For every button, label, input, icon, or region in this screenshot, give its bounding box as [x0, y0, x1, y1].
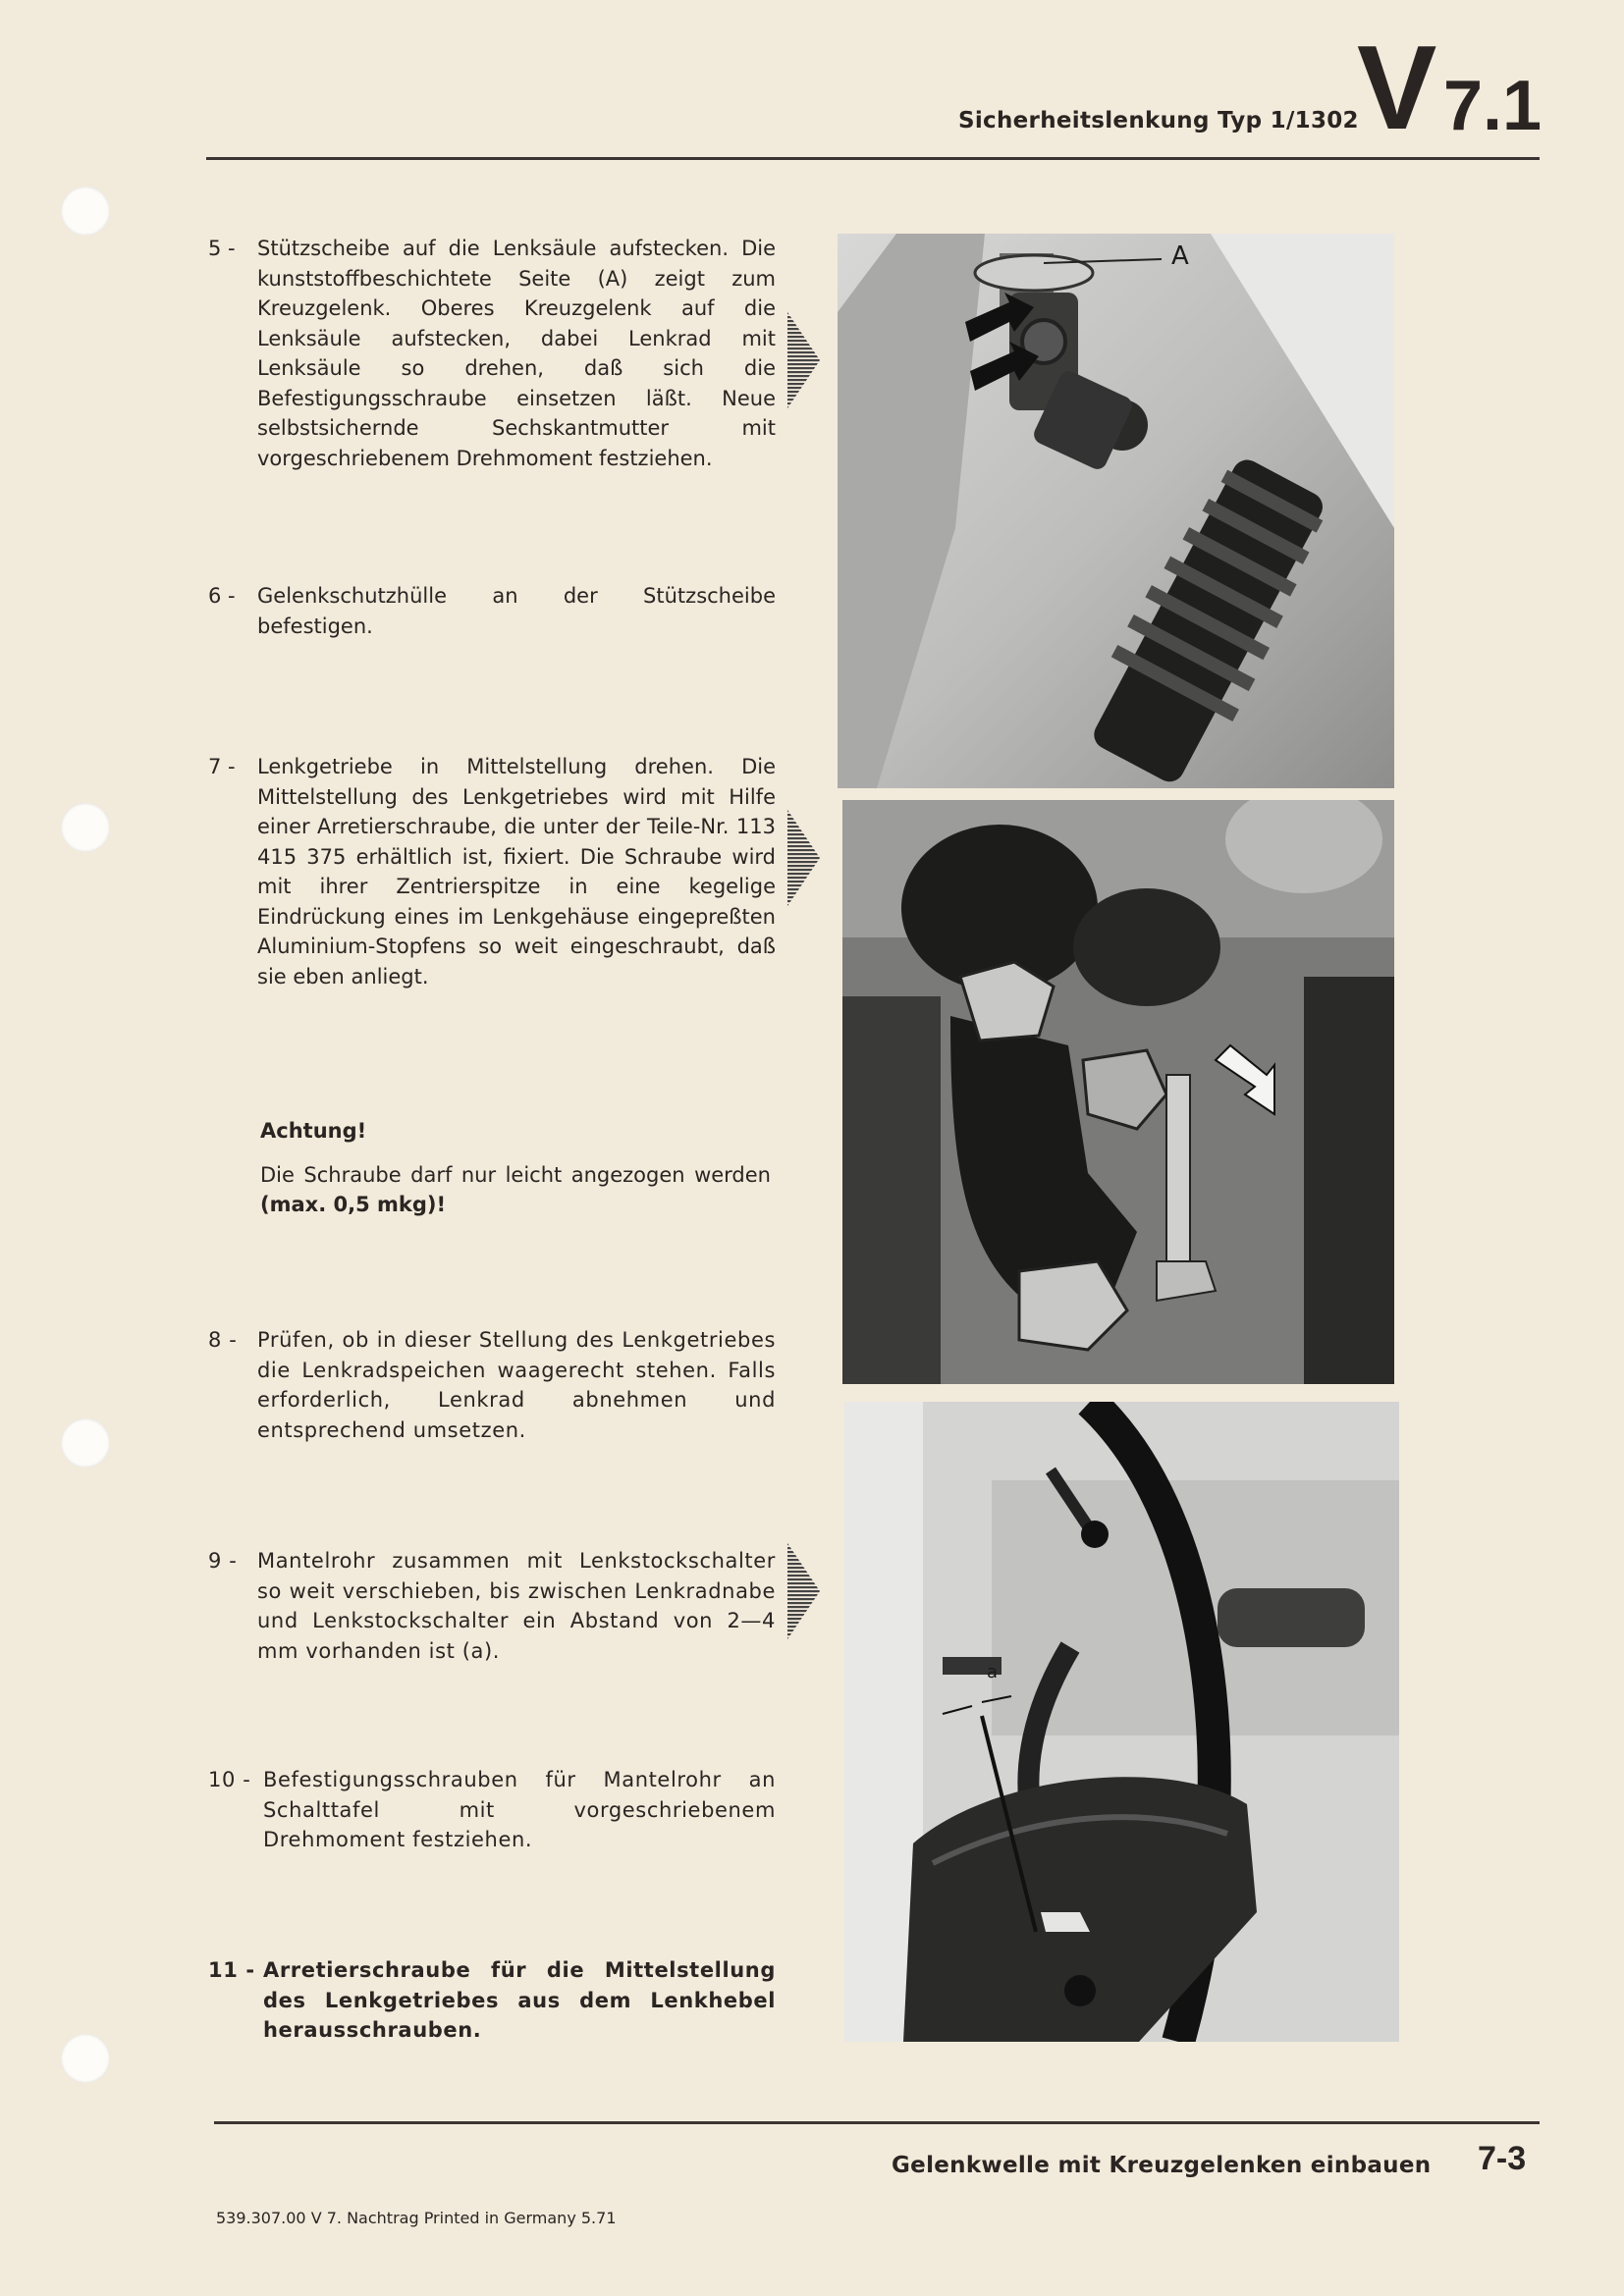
step-text: Gelenkschutzhülle an der Stützscheibe befestigen. [257, 584, 776, 638]
step-number: 9 - [208, 1549, 238, 1573]
step-6 [208, 581, 776, 641]
page-header-title: Sicherheitslenkung Typ 1/1302 [958, 108, 1359, 133]
step-text: Mantelrohr zusammen mit Lenkstockschalter so weit verschieben, bis zwischen Lenkradnabe und Lenkstockschalter ein Abstand von 2—4 mm vorhanden ist (a). [257, 1549, 776, 1663]
page-number: 7-3 [1478, 2140, 1527, 2177]
pointer-arrow-icon [785, 312, 821, 408]
section-letter: V [1357, 21, 1437, 154]
step-10 [208, 1765, 776, 1855]
step-number: 10 - [208, 1768, 251, 1791]
step-text: Arretierschraube für die Mittelstellung des Lenkgetriebes aus dem Lenkhebel herausschrauben. [263, 1958, 776, 2042]
step-text: Stützscheibe auf die Lenksäule aufstecken. Die kunststoffbeschichtete Seite (A) zeigt zum Kreuzgelenk. Oberes Kreuzgelenk auf die Lenksäule aufstecken, dabei Lenkrad mit Lenksäule so drehen, daß sich die Befestigungsschraube einsetzen läßt. Neue selbstsichernde Sechskantmutter mit vorgeschriebenem Drehmoment festziehen. [257, 237, 776, 470]
step-7 [208, 752, 776, 991]
photo-steering-column-joint [838, 234, 1394, 788]
step-text: Befestigungsschrauben für Mantelrohr an Schalttafel mit vorgeschriebenem Drehmoment festziehen. [263, 1768, 776, 1851]
pointer-arrow-icon [785, 1543, 821, 1639]
step-number: 8 - [208, 1328, 238, 1352]
punch-hole [61, 187, 110, 236]
punch-hole [61, 2034, 110, 2083]
step-5 [208, 234, 776, 473]
header-rule [206, 157, 1540, 160]
punch-hole [61, 803, 110, 852]
step-number: 6 - [208, 584, 236, 608]
warning-text: Die Schraube darf nur leicht angezogen werden [260, 1162, 771, 1187]
photo-steering-wheel-gap [844, 1402, 1399, 2042]
photo-callout-label: A [1171, 241, 1189, 271]
punch-hole [61, 1418, 110, 1468]
step-number: 5 - [208, 237, 236, 260]
warning-torque: (max. 0,5 mkg)! [260, 1193, 447, 1216]
step-number: 11 - [208, 1958, 255, 1982]
imprint: 539.307.00 V 7. Nachtrag Printed in Germany 5.71 [216, 2209, 617, 2227]
pointer-arrow-icon [785, 810, 821, 906]
step-8 [208, 1325, 776, 1445]
photo-steering-gear-locking-screw [842, 800, 1394, 1384]
photo-callout-label: a [987, 1662, 999, 1682]
step-number: 7 - [208, 755, 236, 778]
footer-rule [214, 2121, 1540, 2124]
footer-title: Gelenkwelle mit Kreuzgelenken einbauen [892, 2153, 1432, 2178]
step-11 [208, 1955, 776, 2046]
step-text: Prüfen, ob in dieser Stellung des Lenkgetriebes die Lenkradspeichen waagerecht stehen. Falls erforderlich, Lenkrad abnehmen und entsprechend umsetzen. [257, 1328, 776, 1442]
section-number: 7.1 [1443, 67, 1543, 145]
step-9 [208, 1546, 776, 1666]
warning-note [260, 1116, 771, 1220]
warning-heading: Achtung! [260, 1119, 367, 1143]
step-text: Lenkgetriebe in Mittelstellung drehen. Die Mittelstellung des Lenkgetriebes wird mit Hilfe einer Arretierschraube, die unter der Teile-Nr. 113 415 375 erhältlich ist, fixiert. Die Schraube wird mit ihrer Zentrierspitze in eine kegelige Eindrückung eines im Lenkgehäuse eingepreßten Aluminium-Stopfens so weit eingeschraubt, daß sie eben anliegt. [257, 755, 776, 988]
